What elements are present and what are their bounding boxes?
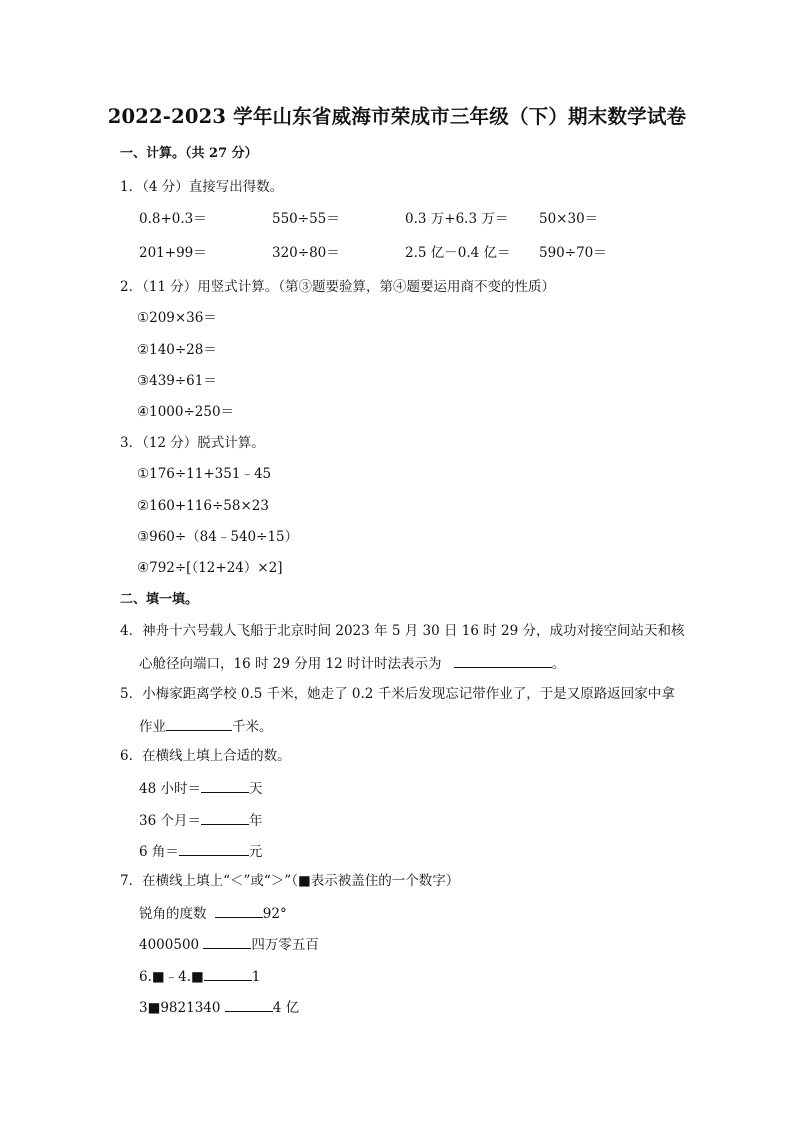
- q7-answer-blank[interactable]: [203, 934, 251, 949]
- question-2-stem: 2．（11 分）用竖式计算。（第③题要验算，第④题要运用商不变的性质）: [120, 279, 556, 295]
- q2-item: ③439÷61＝: [137, 373, 217, 389]
- q2-item: ②140÷28＝: [137, 342, 217, 358]
- q6-item: [139, 841, 262, 861]
- section-heading-fill-in: 二、填一填。: [120, 592, 199, 607]
- q7-answer-blank[interactable]: [225, 997, 273, 1012]
- q1-item: 320÷80＝: [272, 245, 340, 261]
- q1-item: 201+99＝: [139, 245, 207, 261]
- q3-item: ②160+116÷58×23: [137, 498, 269, 514]
- q5-text: 作业: [139, 719, 166, 735]
- question-5-stem: 5．小梅家距离学校 0.5 千米，她走了 0.2 千米后发现忘记带作业了，于是又原路返回家中拿: [120, 686, 675, 702]
- q7-item-left: 锐角的度数: [139, 906, 211, 922]
- q6-item: [139, 778, 262, 798]
- section-heading-calculation: 一、计算。（共 27 分）: [120, 146, 258, 161]
- q5-answer-blank[interactable]: [166, 716, 232, 731]
- q7-answer-blank[interactable]: [204, 966, 252, 981]
- q7-item-left: 4000500: [139, 937, 204, 953]
- q7-item: [139, 903, 287, 923]
- q6-item-text: 6 角＝: [139, 844, 179, 860]
- q6-item-unit: 年: [248, 813, 263, 829]
- q6-item-text: 48 小时＝: [139, 781, 201, 797]
- question-5-line2: [139, 716, 273, 736]
- question-4-line2: [139, 653, 565, 673]
- q6-item: [139, 810, 262, 830]
- q3-item: ③960÷（84﹣540÷15）: [137, 529, 299, 545]
- q7-item-right: 1: [251, 969, 261, 985]
- q1-item: 0.3 万+6.3 万＝: [405, 211, 509, 227]
- question-3-stem: 3．（12 分）脱式计算。: [120, 435, 265, 451]
- q3-item: ④792÷[（12+24）×2]: [137, 560, 283, 576]
- q3-item: ①176÷11+351﹣45: [137, 466, 272, 482]
- page-title: 2022-2023 学年山东省威海市荣成市三年级（下）期末数学试卷: [107, 105, 687, 128]
- q1-item: 50×30＝: [539, 211, 599, 227]
- q1-item: 2.5 亿－0.4 亿＝: [405, 245, 511, 261]
- q2-item: ④1000÷250＝: [137, 404, 235, 420]
- q7-item-left: 3■9821340: [139, 1000, 225, 1016]
- q7-item: [139, 966, 260, 986]
- q7-item-right: 92°: [262, 906, 287, 922]
- q2-item: ①209×36＝: [137, 310, 217, 326]
- question-1-stem: 1．（4 分）直接写出得数。: [120, 179, 284, 195]
- q5-unit: 千米。: [232, 719, 273, 735]
- q4-text: 心舱径向端口，16 时 29 分用 12 时计时法表示为: [139, 656, 442, 672]
- q6-item-text: 36 个月＝: [139, 813, 201, 829]
- q6-answer-blank[interactable]: [201, 810, 249, 825]
- q6-item-unit: 元: [248, 844, 263, 860]
- q7-item-left: 6.■﹣4.■: [139, 969, 204, 985]
- q7-item-right: 4 亿: [272, 1000, 300, 1016]
- q6-answer-blank[interactable]: [179, 841, 249, 856]
- q7-item-right: 四万零五百: [251, 937, 319, 953]
- q6-answer-blank[interactable]: [201, 778, 249, 793]
- q1-item: 590÷70＝: [539, 245, 607, 261]
- q7-answer-blank[interactable]: [215, 903, 263, 918]
- q6-item-unit: 天: [248, 781, 263, 797]
- question-6-stem: 6．在横线上填上合适的数。: [120, 748, 291, 764]
- q7-item: [139, 997, 299, 1017]
- q1-item: 550÷55＝: [272, 211, 340, 227]
- question-7-stem: 7．在横线上填上“＜”或“＞”（■表示被盖住的一个数字）: [120, 873, 460, 889]
- question-4-stem: 4．神舟十六号载人飞船于北京时间 2023 年 5 月 30 日 16 时 29 分，成功对接空间站天和核: [120, 623, 685, 639]
- q7-item: [139, 934, 319, 954]
- q1-item: 0.8+0.3＝: [139, 211, 207, 227]
- q4-period: 。: [551, 656, 566, 672]
- q4-answer-blank[interactable]: [454, 653, 552, 668]
